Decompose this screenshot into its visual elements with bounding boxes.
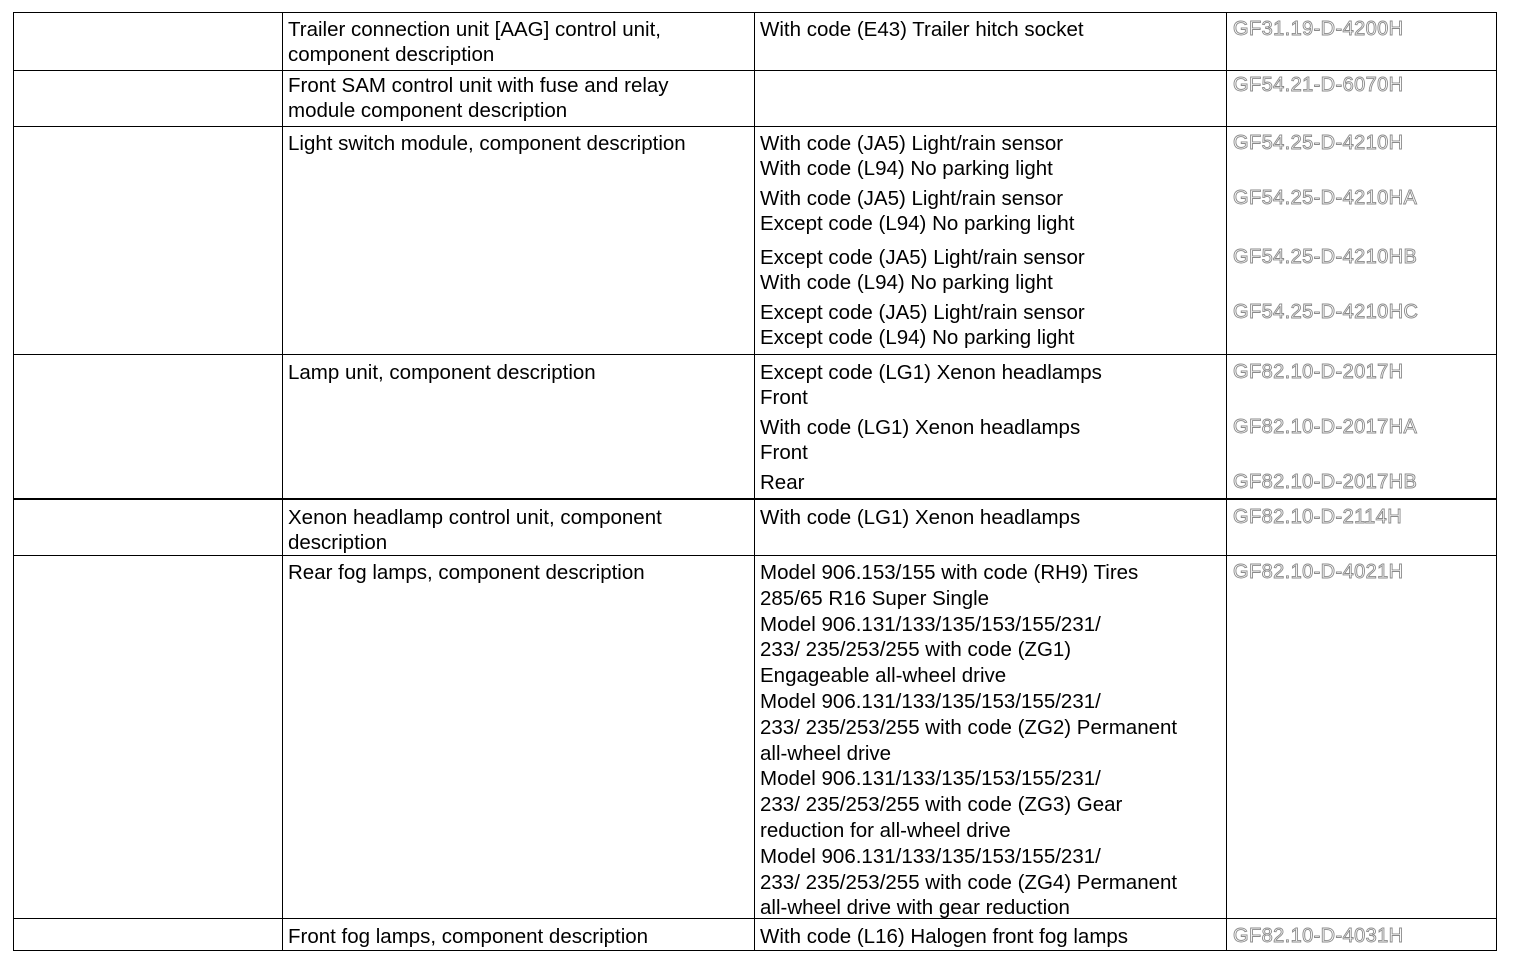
- condition-text: With code (L16) Halogen front fog lamps: [760, 925, 1129, 948]
- reference-cell: [1233, 73, 1493, 98]
- document-reference-link[interactable]: GF54.25-D-4210H: [1233, 132, 1404, 154]
- description-text: Lamp unit, component description: [288, 361, 596, 384]
- condition-text: Front: [760, 386, 808, 409]
- document-reference-link[interactable]: GF82.10-D-4031H: [1233, 925, 1404, 947]
- document-reference-link[interactable]: GF82.10-D-2114H: [1233, 506, 1403, 528]
- table-row: [13, 126, 1497, 355]
- component-description-cell: [288, 924, 748, 949]
- condition-cell: [760, 470, 1230, 495]
- description-text: Front fog lamps, component description: [288, 925, 649, 948]
- condition-text: Engageable all-wheel drive: [760, 664, 1007, 688]
- condition-text: With code (LG1) Xenon headlamps: [760, 506, 1081, 529]
- condition-text: Except code (L94) No parking light: [760, 212, 1075, 235]
- description-text: Rear fog lamps, component description: [288, 561, 645, 584]
- table-row: [13, 13, 1497, 71]
- condition-text: 233/ 235/253/255 with code (ZG3) Gear: [760, 793, 1123, 817]
- description-text: module component description: [288, 99, 568, 122]
- component-description-cell: [288, 505, 748, 555]
- table-row: [13, 499, 1497, 556]
- reference-cell: [1233, 186, 1493, 211]
- table-row: [13, 918, 1497, 951]
- description-text: Trailer connection unit [AAG] control unit,: [288, 18, 661, 41]
- condition-text: Model 906.131/133/135/153/155/231/: [760, 767, 1101, 791]
- document-reference-link[interactable]: GF54.21-D-6070H: [1233, 74, 1404, 96]
- condition-cell: [760, 186, 1230, 236]
- document-reference-link[interactable]: GF31.19-D-4200H: [1233, 18, 1404, 40]
- condition-text: With code (L94) No parking light: [760, 157, 1053, 180]
- condition-cell: [760, 560, 1230, 921]
- condition-text: Except code (JA5) Light/rain sensor: [760, 246, 1085, 269]
- condition-cell: [760, 300, 1230, 350]
- condition-text: reduction for all-wheel drive: [760, 818, 1011, 842]
- description-text: component description: [288, 43, 495, 66]
- document-reference-link[interactable]: GF54.25-D-4210HC: [1233, 301, 1419, 323]
- reference-cell: [1233, 17, 1493, 42]
- description-text: Front SAM control unit with fuse and relay: [288, 74, 669, 97]
- document-reference-link[interactable]: GF82.10-D-2017HB: [1233, 471, 1418, 493]
- condition-text: Model 906.131/133/135/153/155/231/: [760, 689, 1101, 713]
- condition-text: Except code (JA5) Light/rain sensor: [760, 301, 1085, 324]
- condition-text: all-wheel drive: [760, 741, 892, 765]
- reference-cell: [1233, 560, 1493, 585]
- condition-text: Model 906.131/133/135/153/155/231/: [760, 844, 1101, 868]
- condition-text: Rear: [760, 471, 805, 494]
- document-reference-link[interactable]: GF54.25-D-4210HB: [1233, 246, 1418, 268]
- condition-text: With code (LG1) Xenon headlamps: [760, 416, 1081, 439]
- reference-cell: [1233, 245, 1493, 270]
- reference-cell: [1233, 360, 1493, 385]
- condition-cell: [760, 924, 1230, 949]
- condition-text: With code (JA5) Light/rain sensor: [760, 187, 1064, 210]
- component-description-cell: [288, 17, 748, 67]
- reference-cell: [1233, 415, 1493, 440]
- condition-text: With code (JA5) Light/rain sensor: [760, 132, 1064, 155]
- description-text: description: [288, 531, 388, 554]
- component-description-cell: [288, 73, 748, 123]
- description-text: Light switch module, component description: [288, 132, 686, 155]
- condition-text: all-wheel drive with gear reduction: [760, 896, 1070, 920]
- table-row: [13, 354, 1497, 500]
- condition-text: Except code (LG1) Xenon headlamps: [760, 361, 1102, 384]
- document-reference-link[interactable]: GF82.10-D-2017HA: [1233, 416, 1418, 438]
- condition-cell: [760, 415, 1230, 465]
- condition-text: Model 906.131/133/135/153/155/231/: [760, 612, 1101, 636]
- document-reference-link[interactable]: GF82.10-D-4021H: [1233, 561, 1404, 583]
- table-row: [13, 555, 1497, 919]
- condition-text: Front: [760, 441, 808, 464]
- reference-cell: [1233, 300, 1493, 325]
- component-description-cell: [288, 560, 748, 585]
- condition-text: With code (E43) Trailer hitch socket: [760, 18, 1084, 41]
- condition-text: 233/ 235/253/255 with code (ZG2) Permanent: [760, 715, 1178, 739]
- document-reference-link[interactable]: GF54.25-D-4210HA: [1233, 187, 1418, 209]
- condition-cell: [760, 360, 1230, 410]
- condition-text: 285/65 R16 Super Single: [760, 586, 990, 610]
- reference-cell: [1233, 505, 1493, 530]
- condition-text: Model 906.153/155 with code (RH9) Tires: [760, 561, 1139, 584]
- condition-text: 233/ 235/253/255 with code (ZG4) Permanent: [760, 870, 1178, 894]
- condition-text: Except code (L94) No parking light: [760, 326, 1075, 349]
- component-description-cell: [288, 360, 748, 385]
- component-description-cell: [288, 131, 748, 156]
- condition-cell: [760, 131, 1230, 181]
- description-text: Xenon headlamp control unit, component: [288, 506, 662, 529]
- condition-cell: [760, 17, 1230, 42]
- document-reference-link[interactable]: GF82.10-D-2017H: [1233, 361, 1404, 383]
- reference-cell: [1233, 131, 1493, 156]
- reference-cell: [1233, 470, 1493, 495]
- condition-cell: [760, 245, 1230, 295]
- reference-cell: [1233, 924, 1493, 949]
- condition-cell: [760, 505, 1230, 530]
- condition-text: 233/ 235/253/255 with code (ZG1): [760, 638, 1072, 662]
- condition-text: With code (L94) No parking light: [760, 271, 1053, 294]
- table-row: [13, 70, 1497, 127]
